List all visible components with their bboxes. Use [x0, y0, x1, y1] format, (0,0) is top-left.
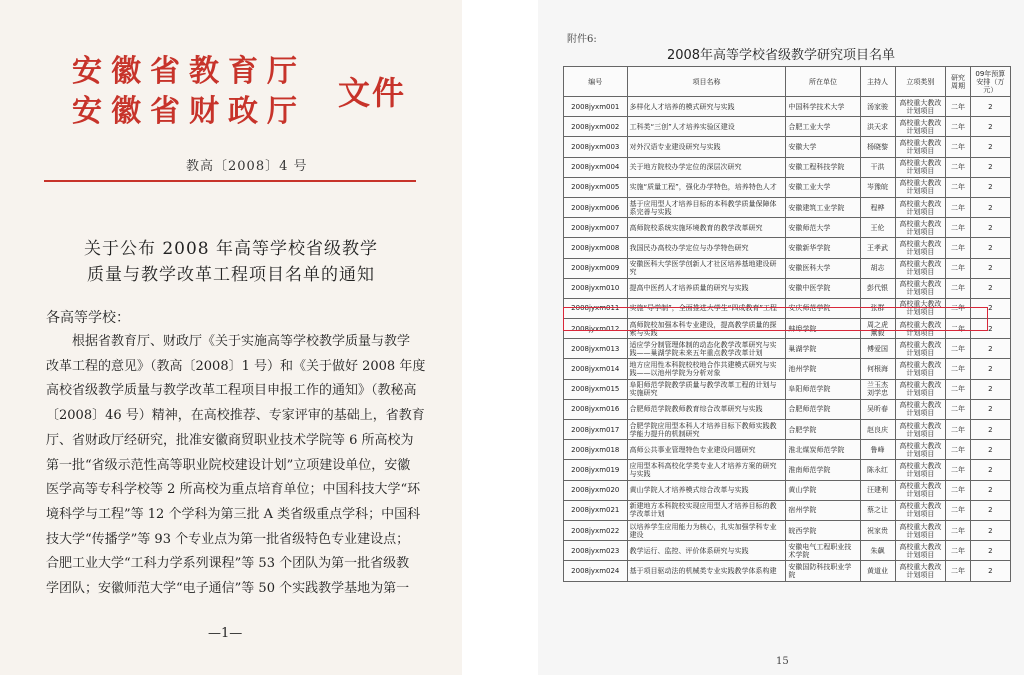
table-row [564, 197, 1011, 217]
table-cell: 合肥师范学院教师教育综合改革研究与实践 [627, 399, 786, 419]
table-cell: 淮北煤炭师范学院 [786, 440, 860, 460]
table-cell: 高校重大教改计划项目 [895, 238, 946, 258]
table-cell: 二年 [946, 520, 970, 540]
table-cell: 二年 [946, 339, 970, 359]
table-cell: 高校重大教改计划项目 [895, 218, 946, 238]
table-cell: 合肥师范学院 [786, 399, 860, 419]
table-cell: 以培养学生应用能力为核心，扎实加强学科专业建设 [627, 520, 786, 540]
table-cell: 2 [970, 379, 1010, 399]
table-row [564, 339, 1011, 359]
table-cell: 彭代银 [860, 278, 895, 298]
table-cell: 高师院校加强本科专业建设，提高教学质量的探索与实践 [627, 319, 786, 339]
table-cell: 巢湖学院 [786, 339, 860, 359]
table-cell: 2 [970, 440, 1010, 460]
red-divider-rule [44, 180, 416, 182]
body-line: 第一批“省级示范性高等职业院校建设计划”立项建设单位，安徽 [46, 457, 411, 473]
table-cell: 合肥工业大学 [786, 117, 860, 137]
table-cell: 高校重大教改计划项目 [895, 258, 946, 278]
table-row [564, 238, 1011, 258]
table-cell: 我国民办高校办学定位与办学特色研究 [627, 238, 786, 258]
table-cell: 2 [970, 420, 1010, 440]
body-line: 〔2008〕46 号）精神，在高校推荐、专家评审的基础上，省教育 [46, 408, 425, 424]
table-cell: 2008jyxm004 [564, 157, 628, 177]
table-cell: 安徽中医学院 [786, 278, 860, 298]
table-cell: 干洪 [860, 157, 895, 177]
table-cell: 张群 [860, 298, 895, 318]
table-cell: 2008jyxm021 [564, 500, 628, 520]
table-cell: 二年 [946, 561, 970, 581]
table-row [564, 379, 1011, 399]
table-cell: 安徽师范大学 [786, 218, 860, 238]
table-cell: 二年 [946, 238, 970, 258]
table-cell: 2008jyxm022 [564, 520, 628, 540]
column-header: 立项类别 [895, 67, 946, 97]
table-cell: 高校重大教改计划项目 [895, 339, 946, 359]
table-cell: 2 [970, 137, 1010, 157]
table-row [564, 298, 1011, 318]
table-cell: 宿州学院 [786, 500, 860, 520]
table-cell: 淮南师范学院 [786, 460, 860, 480]
table-cell: 2 [970, 197, 1010, 217]
table-cell: 二年 [946, 319, 970, 339]
issuer-header-education: 安徽省教育厅 [72, 54, 306, 89]
table-cell: 2 [970, 460, 1010, 480]
table-cell: 二年 [946, 480, 970, 500]
notice-title-line-1: 关于公布 2008 年高等学校省级教学 [83, 239, 379, 259]
table-cell: 高校重大教改计划项目 [895, 359, 946, 379]
table-cell: 岑豫皖 [860, 177, 895, 197]
table-cell: 提高中医药人才培养质量的研究与实践 [627, 278, 786, 298]
table-cell: 2008jyxm015 [564, 379, 628, 399]
table-cell: 高校重大教改计划项目 [895, 298, 946, 318]
table-cell: 洪天求 [860, 117, 895, 137]
table-cell: 应用型本科高校化学类专业人才培养方案的研究与实践 [627, 460, 786, 480]
table-cell: 2008jyxm017 [564, 420, 628, 440]
table-body [564, 97, 1011, 582]
table-row [564, 117, 1011, 137]
table-cell: 2008jyxm012 [564, 319, 628, 339]
salutation: 各高等学校： [46, 310, 130, 326]
table-cell: 安徽新华学院 [786, 238, 860, 258]
table-cell: 基于项目驱动法的机械类专业实践教学体系构建 [627, 561, 786, 581]
table-cell: 高校重大教改计划项目 [895, 319, 946, 339]
table-cell: 基于应用型人才培养目标的本科教学质量保障体系完善与实践 [627, 197, 786, 217]
table-cell: 二年 [946, 399, 970, 419]
table-cell: 2 [970, 520, 1010, 540]
table-cell: 地方应用性本科院校校地合作共建模式研究与实践——以池州学院为分析对象 [627, 359, 786, 379]
table-cell: 合肥学院 [786, 420, 860, 440]
table-row [564, 420, 1011, 440]
page-number-right: 15 [776, 656, 789, 667]
table-cell: 合肥学院应用型本科人才培养目标下教师实践教学能力提升的机制研究 [627, 420, 786, 440]
table-cell: 2008jyxm008 [564, 238, 628, 258]
table-cell: 安徽大学 [786, 137, 860, 157]
table-cell: 吴昕春 [860, 399, 895, 419]
table-row [564, 97, 1011, 117]
table-cell: 黄山学院人才培养模式综合改革与实践 [627, 480, 786, 500]
table-cell: 新建地方本科院校实现应用型人才培养目标的教学改革计划 [627, 500, 786, 520]
table-cell: 二年 [946, 541, 970, 561]
table-cell: 实施“导学制”，全面推进大学生“四成教育”工程 [627, 298, 786, 318]
table-cell: 高校重大教改计划项目 [895, 157, 946, 177]
body-line: 境科学与工程”等 12 个学科为第三批 A 类省级重点学科；中国科 [46, 506, 421, 522]
table-cell: 关于地方院校办学定位的深层次研究 [627, 157, 786, 177]
table-cell: 2 [970, 218, 1010, 238]
table-cell: 胡志 [860, 258, 895, 278]
table-cell: 高校重大教改计划项目 [895, 480, 946, 500]
table-cell: 安徽工业大学 [786, 177, 860, 197]
table-cell: 2 [970, 177, 1010, 197]
table-cell: 黄山学院 [786, 480, 860, 500]
table-cell: 高校重大教改计划项目 [895, 420, 946, 440]
table-row [564, 157, 1011, 177]
table-row [564, 460, 1011, 480]
table-cell: 二年 [946, 157, 970, 177]
table-cell: 2008jyxm003 [564, 137, 628, 157]
table-cell: 2 [970, 298, 1010, 318]
table-cell: 朱飙 [860, 541, 895, 561]
table-cell: 何根海 [860, 359, 895, 379]
table-cell: 周之虎 薰毅 [860, 319, 895, 339]
table-cell: 高校重大教改计划项目 [895, 137, 946, 157]
page-number-left: —1— [208, 626, 243, 641]
column-header: 所在单位 [786, 67, 860, 97]
table-cell: 2 [970, 359, 1010, 379]
table-row [564, 541, 1011, 561]
table-header-row [564, 67, 1011, 97]
table-cell: 高校重大教改计划项目 [895, 197, 946, 217]
table-cell: 2 [970, 278, 1010, 298]
table-cell: 2008jyxm011 [564, 298, 628, 318]
body-line: 改革工程的意见》（教高〔2008〕1 号）和《关于做好 2008 年度 [46, 358, 426, 374]
table-cell: 黄道业 [860, 561, 895, 581]
table-title: 2008年高等学校省级教学研究项目名单 [666, 48, 896, 63]
project-list-table [563, 66, 1011, 582]
table-cell: 二年 [946, 278, 970, 298]
column-header: 09年预算安排（万元） [970, 67, 1010, 97]
table-cell: 2008jyxm019 [564, 460, 628, 480]
body-line: 学团队；安徽师范大学“电子通信”等 50 个实践教学基地为第一 [46, 581, 410, 597]
table-cell: 2008jyxm024 [564, 561, 628, 581]
body-line: 厅、省财政厅经研究，批准安徽商贸职业技术学院等 6 所高校为 [46, 432, 414, 448]
table-row [564, 500, 1011, 520]
table-cell: 教学运行、监控、评价体系研究与实践 [627, 541, 786, 561]
table-row [564, 319, 1011, 339]
table-cell: 陈永红 [860, 460, 895, 480]
table-cell: 高校重大教改计划项目 [895, 399, 946, 419]
table-cell: 2 [970, 399, 1010, 419]
table-cell: 汪建利 [860, 480, 895, 500]
table-cell: 多样化人才培养的模式研究与实践 [627, 97, 786, 117]
table-row [564, 137, 1011, 157]
table-cell: 高校重大教改计划项目 [895, 520, 946, 540]
notice-title-line-2: 质量与教学改革工程项目名单的通知 [87, 265, 375, 285]
column-header: 研究周期 [946, 67, 970, 97]
table-cell: 高师院校系统实施环境教育的教学改革研究 [627, 218, 786, 238]
table-cell: 2008jyxm016 [564, 399, 628, 419]
table-cell: 二年 [946, 258, 970, 278]
table-cell: 阜阳师范学院 [786, 379, 860, 399]
table-cell: 2008jyxm002 [564, 117, 628, 137]
table-cell: 高校重大教改计划项目 [895, 541, 946, 561]
table-cell: 二年 [946, 177, 970, 197]
table-cell: 2 [970, 339, 1010, 359]
table-cell: 对外汉语专业建设研究与实践 [627, 137, 786, 157]
table-row [564, 177, 1011, 197]
table-cell: 2 [970, 541, 1010, 561]
table-cell: 工科类“三创”人才培养实验区建设 [627, 117, 786, 137]
table-cell: 阜阳师范学院教学质量与教学改革工程的计划与实施研究 [627, 379, 786, 399]
body-line: 技大学“传播学”等 93 个专业点为第一批省级特色专业建设点； [46, 531, 410, 547]
table-cell: 蔡之让 [860, 500, 895, 520]
table-cell: 皖西学院 [786, 520, 860, 540]
table-cell: 安庆师范学院 [786, 298, 860, 318]
table-cell: 高校重大教改计划项目 [895, 177, 946, 197]
table-cell: 二年 [946, 420, 970, 440]
table-cell: 汤家骏 [860, 97, 895, 117]
table-cell: 高校重大教改计划项目 [895, 97, 946, 117]
column-header: 编号 [564, 67, 628, 97]
table-cell: 2008jyxm005 [564, 177, 628, 197]
table-cell: 鲁峰 [860, 440, 895, 460]
table-cell: 2008jyxm006 [564, 197, 628, 217]
table-cell: 中国科学技术大学 [786, 97, 860, 117]
table-cell: 二年 [946, 500, 970, 520]
table-cell: 安徽建筑工业学院 [786, 197, 860, 217]
table-cell: 2 [970, 258, 1010, 278]
table-cell: 二年 [946, 97, 970, 117]
table-row [564, 440, 1011, 460]
table-cell: 王伦 [860, 218, 895, 238]
table-cell: 兰玉杰 刘学忠 [860, 379, 895, 399]
body-line: 根据省教育厅、财政厅《关于实施高等学校教学质量与教学 [46, 334, 411, 349]
table-cell: 2 [970, 561, 1010, 581]
table-cell: 2 [970, 157, 1010, 177]
document-type-label: 文件 [338, 74, 407, 112]
table-cell: 高校重大教改计划项目 [895, 460, 946, 480]
table-cell: 2 [970, 238, 1010, 258]
table-cell: 2008jyxm014 [564, 359, 628, 379]
table-row [564, 520, 1011, 540]
table-cell: 王孝武 [860, 238, 895, 258]
table-cell: 2 [970, 97, 1010, 117]
table-cell: 二年 [946, 137, 970, 157]
table-cell: 高校重大教改计划项目 [895, 278, 946, 298]
table-cell: 2 [970, 480, 1010, 500]
table-cell: 安徽医科大学医学创新人才社区培养基地建设研究 [627, 258, 786, 278]
table-cell: 实施“质量工程”，强化办学特色，培养特色人才 [627, 177, 786, 197]
notice-body-text [46, 330, 436, 602]
body-line: 合肥工业大学“工科力学系列课程”等 53 个团队为第一批省级教 [46, 556, 410, 572]
table-cell: 杨晓黎 [860, 137, 895, 157]
table-cell: 二年 [946, 359, 970, 379]
table-cell: 傅爱国 [860, 339, 895, 359]
table-row [564, 218, 1011, 238]
table-cell: 二年 [946, 218, 970, 238]
table-row [564, 480, 1011, 500]
attachment-label: 附件6: [567, 34, 597, 45]
issuer-header-finance: 安徽省财政厅 [72, 94, 306, 129]
table-cell: 2 [970, 319, 1010, 339]
table-cell: 高校重大教改计划项目 [895, 561, 946, 581]
table-cell: 二年 [946, 379, 970, 399]
left-document-page [0, 0, 462, 675]
table-cell: 二年 [946, 298, 970, 318]
body-line: 医学高等专科学校等 2 所高校为重点培育单位；中国科技大学“环 [46, 482, 421, 498]
table-row [564, 258, 1011, 278]
table-cell: 池州学院 [786, 359, 860, 379]
table-cell: 2008jyxm018 [564, 440, 628, 460]
table-cell: 高校重大教改计划项目 [895, 500, 946, 520]
table-cell: 2008jyxm010 [564, 278, 628, 298]
table-cell: 高校重大教改计划项目 [895, 117, 946, 137]
table-cell: 适应学分制管理体制的动态化教学改革研究与实践——巢湖学院未来五年重点教学改革计划 [627, 339, 786, 359]
table-cell: 安徽医科大学 [786, 258, 860, 278]
table-cell: 二年 [946, 460, 970, 480]
document-number: 教高〔2008〕4 号 [186, 159, 308, 174]
table-cell: 祝家贵 [860, 520, 895, 540]
table-cell: 程桦 [860, 197, 895, 217]
table-row [564, 399, 1011, 419]
table-cell: 2 [970, 500, 1010, 520]
table-cell: 二年 [946, 440, 970, 460]
table-cell: 安徽电气工程职业技术学院 [786, 541, 860, 561]
table-cell: 2 [970, 117, 1010, 137]
table-cell: 2008jyxm001 [564, 97, 628, 117]
table-row [564, 278, 1011, 298]
body-line: 高校省级教学质量与教学改革工程项目申报工作的通知》（教秘高 [46, 383, 417, 399]
table-cell: 赵良庆 [860, 420, 895, 440]
table-cell: 2008jyxm007 [564, 218, 628, 238]
column-header: 主持人 [860, 67, 895, 97]
table-row [564, 359, 1011, 379]
table-cell: 二年 [946, 197, 970, 217]
table-row [564, 561, 1011, 581]
table-cell: 安徽国防科技职业学院 [786, 561, 860, 581]
column-header: 项目名称 [627, 67, 786, 97]
page-gutter [462, 0, 538, 675]
table-cell: 2008jyxm020 [564, 480, 628, 500]
table-cell: 2008jyxm023 [564, 541, 628, 561]
table-cell: 安徽工程科技学院 [786, 157, 860, 177]
table-cell: 蚌埠学院 [786, 319, 860, 339]
table-cell: 二年 [946, 117, 970, 137]
table-cell: 2008jyxm013 [564, 339, 628, 359]
table-cell: 高校重大教改计划项目 [895, 440, 946, 460]
table-cell: 高师公共事业管理特色专业建设问题研究 [627, 440, 786, 460]
table-cell: 2008jyxm009 [564, 258, 628, 278]
table-cell: 高校重大教改计划项目 [895, 379, 946, 399]
